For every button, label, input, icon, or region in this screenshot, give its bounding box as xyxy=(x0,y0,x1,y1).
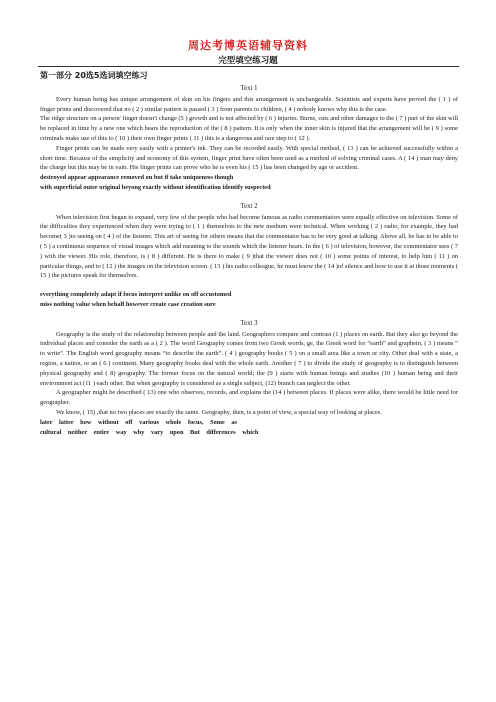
text3-word-bank: later latter how without off various whole focus, Some as xyxy=(40,418,237,426)
text3-word-bank: cultural neither entire way why vary upon But differences which xyxy=(40,428,259,436)
text2-word-bank: miss nothing value when behalf however create case creation sure xyxy=(40,300,216,308)
text2-paragraph: When television first began to expand, very few of the people who had become famous as radio commentators were equally effective on television. Some of the difficulties they experienced when they were trying to ( 1 ) themselves to the new medium were technical. When working ( 2 ) radio, for example, they had become( 3 )to seeing on ( 4 ) of the listener. This art of seeing for others means that the commentator has to be very good at talking. Above all, he has to be able to ( 5 ) a continuous sequence of visual images which add meaning to the sounds which the listener hears. In the ( 6 ) of television, however, the commentator sees ( 7 ) with the viewer. His role, therefore, is ( 8 ) different. He is there to make ( 9 )that the viewer does not ( 10 ) some points of interest, to help him ( 11 ) on particular things, and to ( 12 ) the images on the television screen. ( 13 ) his radio colleague, he must know the ( 14 )of silence and how to use it at those moments ( 15 ) the pictures speak for themselves. xyxy=(40,213,458,280)
text2-word-bank: everything completely adapt if focus interpret unlike on off accustomed xyxy=(40,291,232,299)
document-body xyxy=(40,84,458,437)
text1-title: Text 1 xyxy=(240,85,258,92)
banner-title: 周达考博英语辅导资料 xyxy=(188,39,308,52)
header-divider xyxy=(38,66,459,67)
text1-paragraph: The ridge structure on a person' finger doesn't change (5 ) growth and is not affected by ( 6 ) injuries. Burns, cuts and other damages to the ( 7 ) part of the skin will be replaced in time by a new one which bears the reproduction of the ( 8 ) pattern. It is only when the inner skin is injured that the arrangement will be ( 9 ) some criminals make use of this to ( 10 ) their own finger prints ( 11 ) this is a dangerous and rare step to ( 12 ). xyxy=(40,115,458,142)
section-heading: 第一部分 20选5选词填空练习 xyxy=(40,71,148,80)
text2-title: Text 2 xyxy=(240,202,258,210)
text1-word-bank: with superficial outer original beyong exactly without identification identify suspected xyxy=(40,183,271,191)
text3-title: Text 3 xyxy=(240,319,258,327)
text1-word-bank: destroyed appear appearance removed on but if take uniqueness though xyxy=(40,174,234,182)
document-subtitle: 完型填空练习题 xyxy=(218,56,278,66)
text3-paragraph: Geography is the study of the relationship between people and the land. Geographers compare and contrast (1 ) places on earth. But they also go beyond the individual places and consider the earth as a ( 2 ). The word Geography comes from two Greek words, ge, the Greek word for “earth” and graphein, ( 3 ) means “ to write”. The English word geography means “to describe the earth”. ( 4 ) geography books ( 5 ) on a small area like a town or city. Other deal with a state, a region, a nation, or an ( 6 ) continent. Many geography books deal with the whole earth. Another ( 7 ) to divide the study of geography is to distinguish between physical geography and ( 8) geography. The former focus on the natural world; the (9 ) starts with human beings and studies (10 ) human being and their environment act (11 ) each other. But when geography is considered as a single subject, (12) branch can neglect the other. xyxy=(40,330,458,387)
text3-paragraph: We know, ( 15) ,that no two places are exactly the same. Geography, then, is a point of view, a special way of looking at places. xyxy=(56,408,382,416)
text1-paragraph: Finger prints can be made very easily with a printer's ink. They can be recorded easily. With special method, ( 13 ) can be achieved successfully within a short time. Because of the simplicity and economy of this system, finger print have often been used as a method of solving criminal cases. A ( 14 ) man may deny the charge but this may be in vain. His finger prints can prove who he is even his ( 15 ) has been changed by age or accident. xyxy=(40,144,458,172)
text1-paragraph: Every human being has unique arrangement of skin on his fingers and this arrangement is unchangeable. Scientists and experts have proved the ( 1 ) of finger prints and discovered that no ( 2 ) similar pattern is passed ( 3 ) from parents to children, ( 4 ) nobody knows why this is the case. xyxy=(40,95,458,113)
text3-paragraph: A geographer might be described ( 13) one who observes, records, and explains the (14 ) between places. If places were alike, there would be little need for geographer. xyxy=(40,389,458,407)
